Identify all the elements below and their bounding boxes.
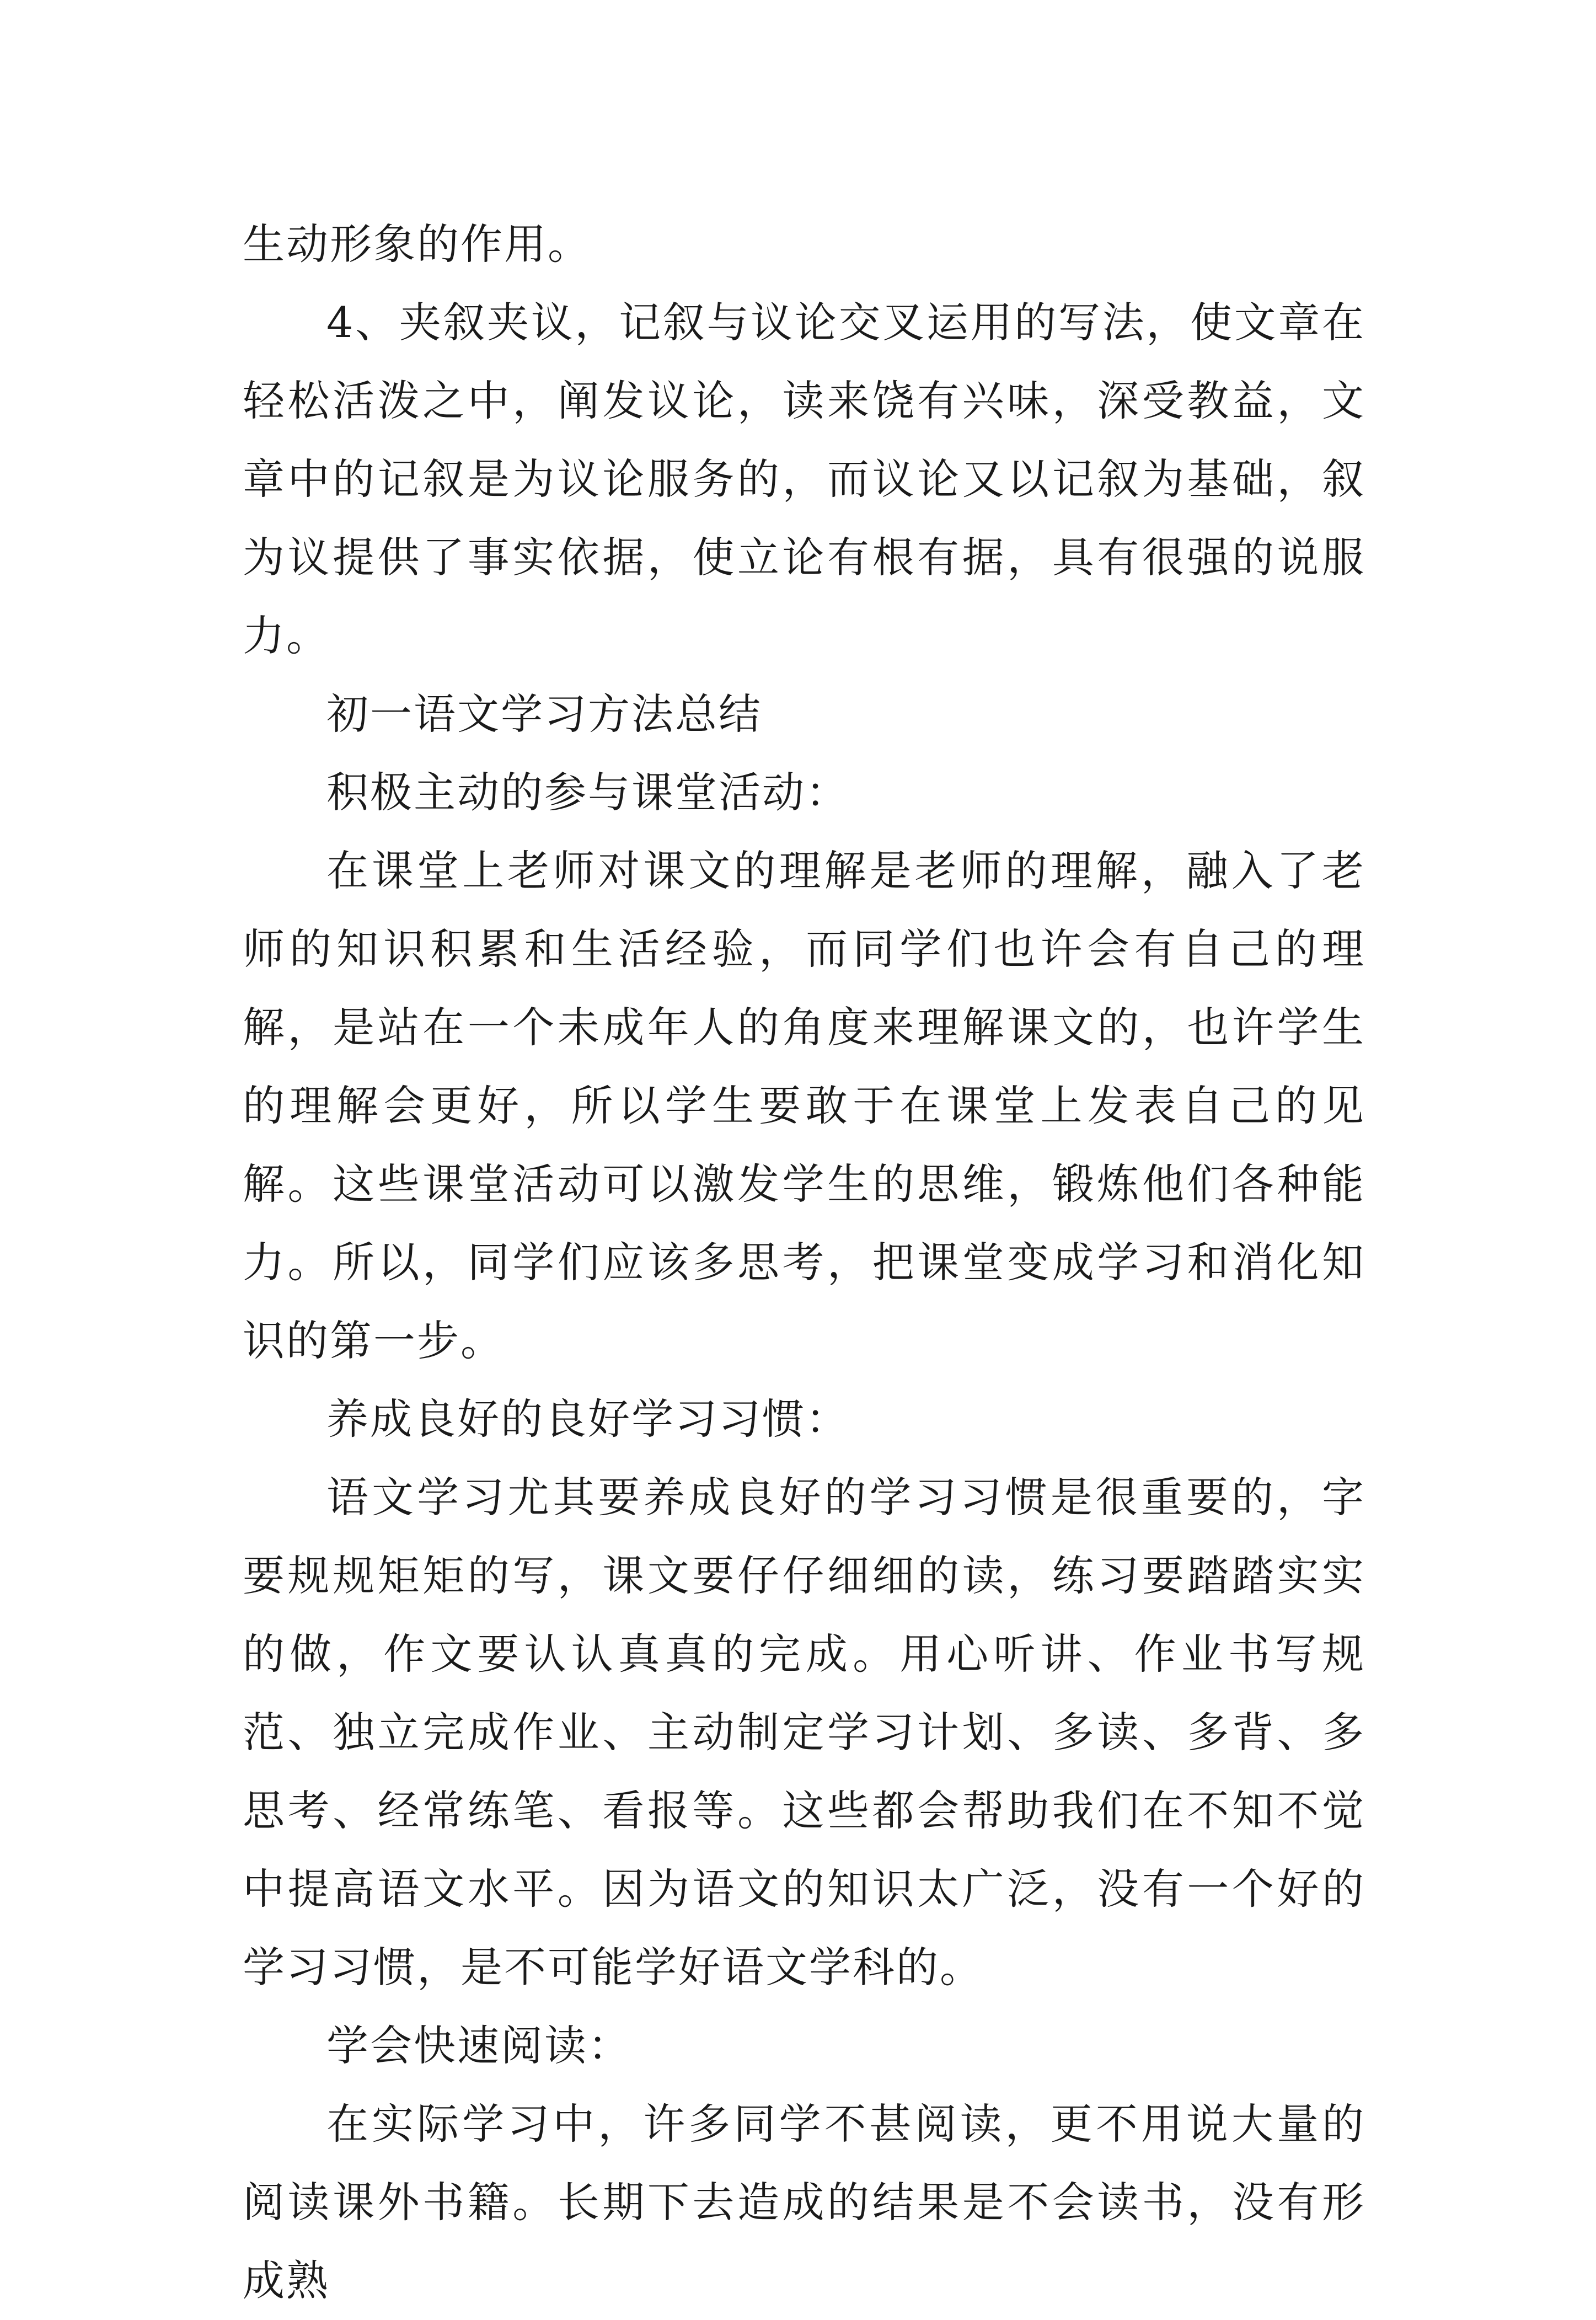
paragraph-continuation: 生动形象的作用。 [243,220,591,269]
subheading-study-habits: 养成良好的良好学习习惯： [326,1394,849,1444]
section-heading: 初一语文学习方法总结 [326,689,762,739]
paragraph-class-participation: 在课堂上老师对课文的理解是老师的理解，融入了老师的知识积累和生活经验，而同学们也许会有自己的理解，是站在一个未成年人的角度来理解课文的，也许学生的理解会更好，所以学生要敢于在课堂上发表自己的见解。这些课堂活动可以激发学生的思维，锻炼他们各种能力。所以，同学们应该多思考，把课堂变成学习和消化知识的第一步。 [243,846,1365,1365]
paragraph-study-habits: 语文学习尤其要养成良好的学习习惯是很重要的，字要规规矩矩的写，课文要仔仔细细的读，练习要踏踏实实的做，作文要认认真真的完成。用心听讲、作业书写规范、独立完成作业、主动制定学习计划、多读、多背、多思考、经常练笔、看报等。这些都会帮助我们在不知不觉中提高语文水平。因为语文的知识太广泛，没有一个好的学习习惯，是不可能学好语文学科的。 [243,1473,1365,1992]
paragraph-point-4: 4、夹叙夹议，记叙与议论交叉运用的写法，使文章在轻松活泼之中，阐发议论，读来饶有兴味，深受教益，文章中的记叙是为议论服务的，而议论又以记叙为基础，叙为议提供了事实依据，使立论有根有据，具有很强的说服力。 [243,298,1365,660]
paragraph-fast-reading: 在实际学习中，许多同学不甚阅读，更不用说大量的阅读课外书籍。长期下去造成的结果是不会读书，没有形成熟 [243,2099,1365,2305]
subheading-class-participation: 积极主动的参与课堂活动： [326,768,849,817]
document-body [243,205,1365,2320]
subheading-fast-reading: 学会快速阅读： [326,2021,631,2070]
